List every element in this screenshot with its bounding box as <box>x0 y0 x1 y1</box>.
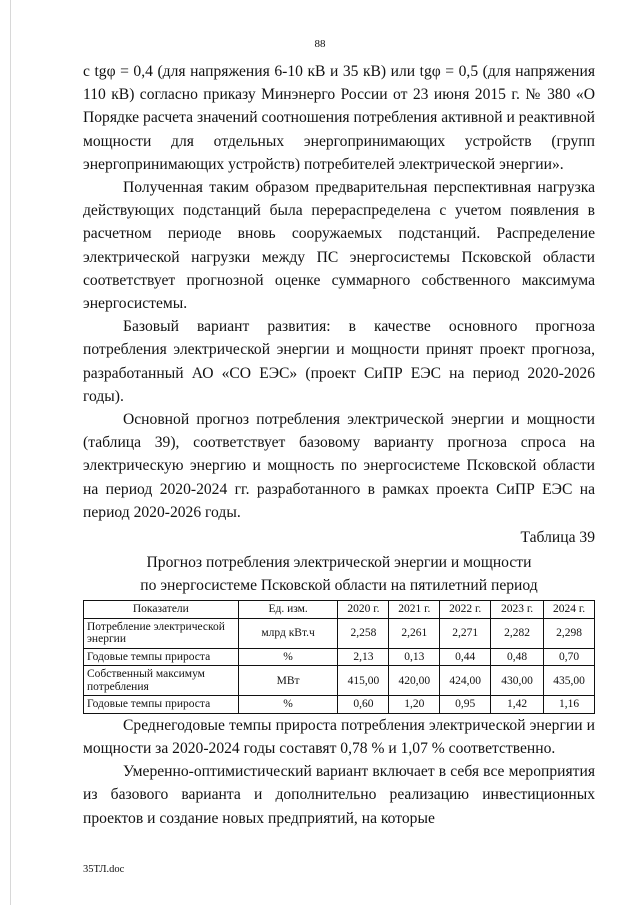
col-header-unit: Ед. изм. <box>238 601 338 619</box>
body-text <box>83 60 595 830</box>
table-title-line-2: по энергосистеме Псковской области на пятилетний период <box>140 577 538 595</box>
col-header-2021: 2021 г. <box>389 601 440 619</box>
cell-2021: 420,00 <box>389 666 440 696</box>
paragraph-2: Полученная таким образом предварительная перспективная нагрузка действующих подстанций была перераспределена с учетом появления в расчетном периоде вновь сооружаемых подстанций. Распределение электрической нагрузки между ПС энергосистемы Псковской области соответствует прогнозной оценке суммарного собственного максимума энергосистемы. <box>83 179 595 313</box>
cell-2024: 2,298 <box>544 618 595 648</box>
page-number: 88 <box>314 38 326 50</box>
row-unit: % <box>238 648 338 666</box>
col-header-2023: 2023 г. <box>491 601 544 619</box>
table-label: Таблица 39 <box>520 529 595 547</box>
table-title-line-1: Прогноз потребления электрической энергии и мощности <box>146 554 532 572</box>
table-header-row <box>84 601 595 619</box>
cell-2024: 0,70 <box>544 648 595 666</box>
row-unit: МВт <box>238 666 338 696</box>
row-label: Собственный максимум потребления <box>84 666 239 696</box>
paragraph-6: Умеренно-оптимистический вариант включает в себя все мероприятия из базового варианта и дополнительно реализацию инвестиционных проектов и создание новых предприятий, на которые <box>83 763 595 827</box>
col-header-2022: 2022 г. <box>440 601 491 619</box>
row-unit: % <box>238 696 338 714</box>
col-header-2020: 2020 г. <box>338 601 389 619</box>
cell-2020: 0,60 <box>338 696 389 714</box>
col-header-indicator: Показатели <box>84 601 239 619</box>
cell-2023: 2,282 <box>491 618 544 648</box>
row-label: Потребление электрической энергии <box>84 618 239 648</box>
table-title <box>83 551 595 597</box>
table-row <box>84 696 595 714</box>
row-unit: млрд кВт.ч <box>238 618 338 648</box>
cell-2020: 2,13 <box>338 648 389 666</box>
table-row <box>84 648 595 666</box>
forecast-table <box>83 600 595 714</box>
cell-2022: 0,44 <box>440 648 491 666</box>
table-row <box>84 618 595 648</box>
cell-2020: 415,00 <box>338 666 389 696</box>
paragraph-4: Основной прогноз потребления электрической энергии и мощности (таблица 39), соответствует базовому варианту прогноза спроса на электрическую энергию и мощность по энергосистеме Псковской области на период 2020-2024 гг. разработанного в рамках проекта СиПР ЕЭС на период 2020-2026 годы. <box>83 411 595 521</box>
paragraph-3: Базовый вариант развития: в качестве основного прогноза потребления электрической энергии и мощности принят проект прогноза, разработанный АО «СО ЕЭС» (проект СиПР ЕЭС на период 2020-2026 годы). <box>83 318 595 405</box>
cell-2024: 435,00 <box>544 666 595 696</box>
cell-2023: 430,00 <box>491 666 544 696</box>
row-label: Годовые темпы прироста <box>84 648 239 666</box>
scan-edge <box>10 0 11 905</box>
footer-filename: 35ТЛ.doc <box>83 864 125 875</box>
paragraph-5: Среднегодовые темпы прироста потребления электрической энергии и мощности за 2020-2024 годы составят 0,78 % и 1,07 % соответственно. <box>83 716 595 757</box>
cell-2021: 2,261 <box>389 618 440 648</box>
cell-2021: 1,20 <box>389 696 440 714</box>
cell-2021: 0,13 <box>389 648 440 666</box>
cell-2022: 424,00 <box>440 666 491 696</box>
cell-2023: 1,42 <box>491 696 544 714</box>
col-header-2024: 2024 г. <box>544 601 595 619</box>
table-row <box>84 666 595 696</box>
cell-2023: 0,48 <box>491 648 544 666</box>
cell-2022: 0,95 <box>440 696 491 714</box>
paragraph-1: с tgφ = 0,4 (для напряжения 6-10 кВ и 35 кВ) или tgφ = 0,5 (для напряжения 110 кВ) согласно приказу Минэнерго России от 23 июня 2015 г. № 380 «О Порядке расчета значений соотношения потребления активной и реактивной мощности для отдельных энергопринимающих устройств (групп энергопринимающих устройств) потребителей электрической энергии». <box>83 63 595 173</box>
cell-2022: 2,271 <box>440 618 491 648</box>
row-label: Годовые темпы прироста <box>84 696 239 714</box>
cell-2020: 2,258 <box>338 618 389 648</box>
cell-2024: 1,16 <box>544 696 595 714</box>
